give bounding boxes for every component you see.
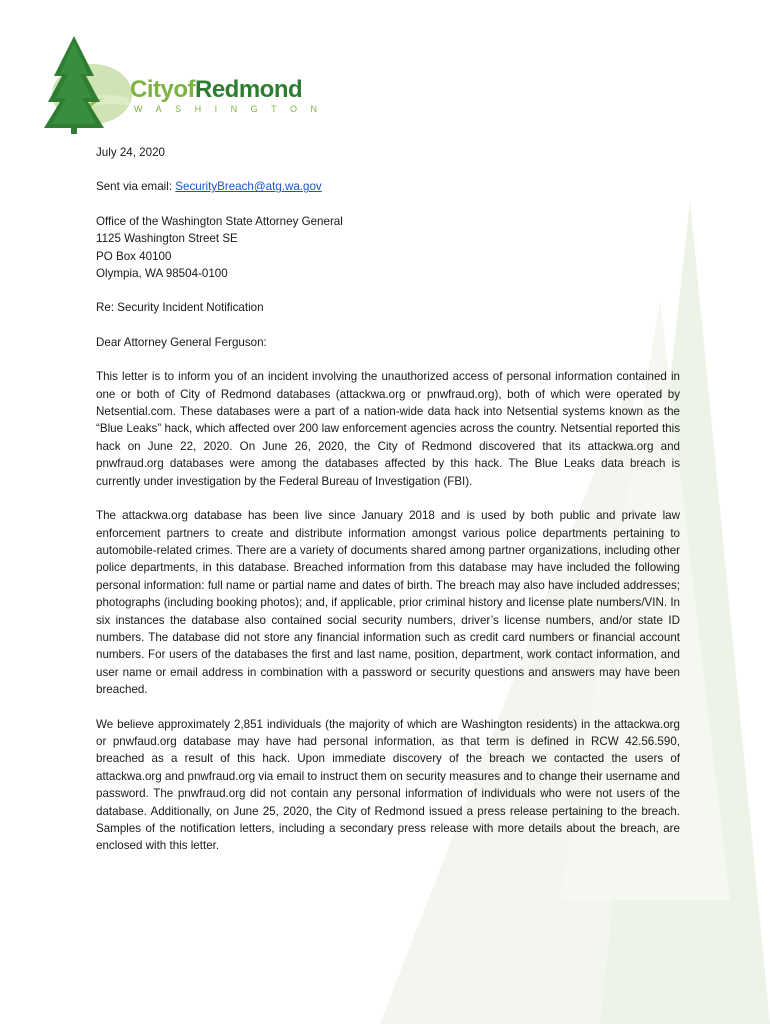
- body-paragraph: The attackwa.org database has been live since January 2018 and is used by both public and private law enforcement partners to create and distribute information amongst various police departments pertaining to automobile-related crimes. There are a variety of documents shared among partner organizations, including other police departments, in this database. Breached information from this database may have included the following personal information: full name or partial name and dates of birth. The breach may also have included addresses; photographs (including booking photos); and, if applicable, prior criminal history and license plate numbers/VIN. In six instances the database also contained social security numbers, driver’s license numbers, and/or state ID numbers. The database did not store any financial information such as credit card numbers or financial account numbers. For users of the databases the first and last name, position, department, work contact information, and user name or email address in combination with a password or security questions and answers may have been breached.: [96, 509, 680, 697]
- letter-date: July 24, 2020: [96, 146, 165, 159]
- email-link[interactable]: SecurityBreach@atg.wa.gov: [175, 180, 322, 194]
- address-line: Olympia, WA 98504-0100: [96, 267, 228, 281]
- subject-line: Re: Security Incident Notification: [96, 301, 264, 315]
- tree-mountain-icon: [34, 36, 134, 136]
- letter-body: [96, 144, 680, 872]
- city-name: CityofRedmond: [130, 76, 303, 103]
- body-paragraph: This letter is to inform you of an incident involving the unauthorized access of personal information contained in one or both of City of Redmond databases (attackwa.org or pnwfraud.org), both of which were operated by Netsential.com. These databases were a part of a nation-wide data hack into Netsential systems known as the “Blue Leaks” hack, which affected over 200 law enforcement agencies across the country. Netsential reported this hack on June 22, 2020. On June 26, 2020, the City of Redmond discovered that its attackwa.org and pnwfraud.org databases were among the databases affected by this hack. The Blue Leaks data breach is currently under investigation by the Federal Bureau of Investigation (FBI).: [96, 370, 680, 488]
- address-line: Office of the Washington State Attorney General: [96, 214, 343, 228]
- salutation: Dear Attorney General Ferguson:: [96, 335, 267, 349]
- body-paragraph: We believe approximately 2,851 individuals (the majority of which are Washington residents) in the attackwa.org or pnwfaud.org database may have had personal information, as that term is defined in RCW 42.56.590, breached as a result of this hack. Upon immediate discovery of the breach we contacted the users of attackwa.org and pnwfraud.org via email to instruct them on security measures and to change their username and password. The pnwfraud.org did not contain any personal information of individuals who were not users of the database. Additionally, on June 25, 2020, the City of Redmond issued a press release pertaining to the breach. Samples of the notification letters, including a secondary press release with more details about the breach, are enclosed with this letter.: [96, 717, 680, 853]
- address-line: 1125 Washington Street SE: [96, 232, 238, 246]
- state-name: WASHINGTON: [134, 104, 331, 114]
- address-line: PO Box 40100: [96, 249, 172, 263]
- city-logo: [34, 36, 334, 136]
- sent-via-line: Sent via email: SecurityBreach@atg.wa.gov: [96, 180, 322, 194]
- recipient-address: [96, 213, 680, 283]
